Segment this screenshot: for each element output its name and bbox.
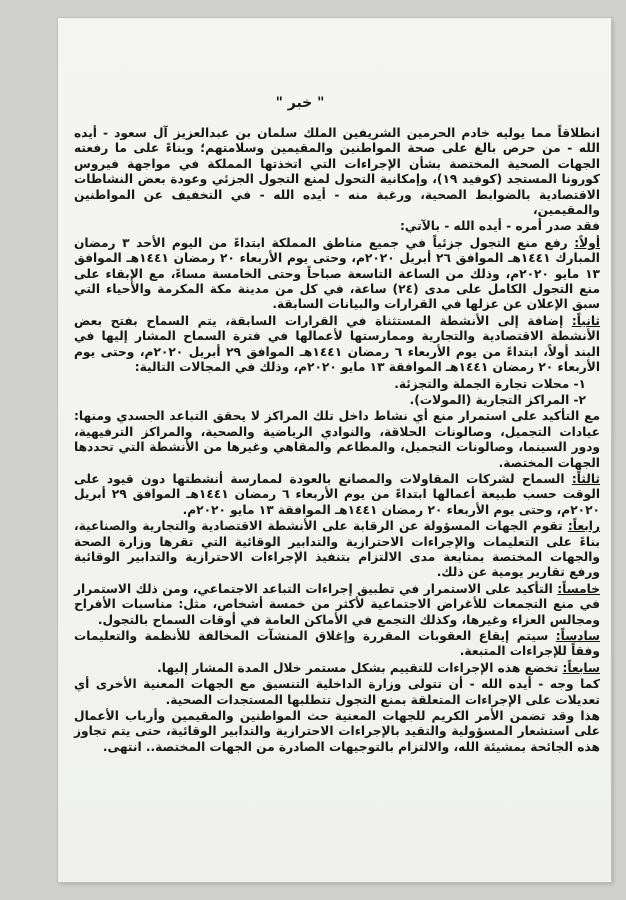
item-6-label: سادساً:	[555, 629, 601, 643]
item-4	[74, 519, 600, 581]
item-3-text: السماح لشركات المقاولات والمصانع بالعودة لممارسة أنشطتها دون قيود على الوقت حسب طبيعة أعمالها ابتداءً من يوم الأربعاء ٦ رمضان ١٤٤١هـ الموافق ٢٩ أبريل ٢٠٢٠م، وحتى يوم الأربعاء ٢٠ رمضان ١٤٤١هـ الموافقة ١٣ مايو ٢٠٢٠م.	[74, 471, 601, 517]
item-2-tail: مع التأكيد على استمرار منع أي نشاط داخل تلك المراكز لا يحقق التباعد الجسدي ومنها: عيادات التجميل، وصالونات الحلاقة، والنوادي الرياضية والصحية، والمراكز الترفيهية، ودور السينما، وصالونات التجميل، والمطاعم والمقاهي وغيرها من الأنشطة التي تحددها الجهات المختصة.	[74, 409, 600, 470]
item-1-label: أولاً:	[574, 235, 600, 250]
item-5	[74, 582, 600, 628]
closing-paragraph-2: هذا وقد تضمن الأمر الكريم للجهات المعنية حث المواطنين والمقيمين وأرباب الأعمال على استشعار المسؤولية والتقيد بالإجراءات الاحترازية والتدابير الوقائية، حتى يتم تجاوز هذه الجائحة بمشيئة الله، والالتزام بالتوجيهات الصادرة من الجهات المختصة.. انتهى.	[74, 709, 600, 754]
item-7	[74, 661, 600, 676]
item-7-label: سابعاً:	[562, 660, 600, 675]
item-7-text: تخضع هذه الإجراءات للتقييم بشكل مستمر خلال المدة المشار إليها.	[157, 660, 559, 675]
item-5-text: التأكيد على الاستمرار في تطبيق إجراءات التباعد الاجتماعي، ومن ذلك الاستمرار في منع التجمعات للأغراض الاجتماعية لأكثر من خمسة أشخاص، مثل: مناسبات الأفراح ومجالس العزاء وغيرها، وكذلك التجمع في الأماكن العامة في أوقات السماح بالتجول.	[74, 581, 600, 627]
item-2-sub-2: ٢- المراكز التجارية (المولات).	[409, 392, 586, 407]
item-6-text: سيتم إيقاع العقوبات المقررة وإغلاق المنشآت المخالفة للأنظمة والتعليمات وفقاً للإجراءات المتبعة.	[74, 629, 600, 659]
document-title: " خبر "	[275, 95, 325, 111]
item-1	[74, 236, 600, 313]
item-2-label: ثانياً:	[571, 313, 600, 328]
item-2-sub-1: ١- محلات تجارة الجملة والتجزئة.	[394, 376, 586, 391]
item-3-label: ثالثاً:	[571, 471, 600, 486]
intro-paragraph: انطلاقاً مما يوليه خادم الحرمين الشريفين الملك سلمان بن عبدالعزيز آل سعود - أيده الله - من حرص بالغ على صحة المواطنين والمقيمين وسلامتهم؛ وبناءً على ما رفعته الجهات الصحية المختصة بشأن الإجراءات التي اتخذتها المملكة في مواجهة فيروس كورونا المستجد (كوفيد ١٩)، وإمكانية التحول لمنع التجول الجزئي وعودة بعض النشاطات الاقتصادية بالضوابط الصحية، ورغبة منه - أيده الله - في التخفيف عن المواطنين والمقيمين،	[74, 126, 600, 218]
item-2-text: إضافة إلى الأنشطة المستثناة في القرارات السابقة، يتم السماح بفتح بعض الأنشطة الاقتصادية والتجارية وممارستها لأعمالها في فترة السماح المشار إليها في البند أولاً، ابتداءً من يوم الأربعاء ٦ رمضان ١٤٤١هـ الموافق ٢٩ أبريل ٢٠٢٠م، وحتى يوم الأربعاء ٢٠ رمضان ١٤٤١هـ الموافقة ١٣ مايو ٢٠٢٠م، وذلك في المجالات التالية:	[74, 313, 600, 375]
decree-line: فقد صدر أمره - أيده الله - بالآتي:	[399, 219, 600, 234]
item-3	[74, 472, 600, 518]
document-body	[74, 126, 600, 756]
item-4-text: تقوم الجهات المسؤولة عن الرقابة على الأنشطة الاقتصادية والتجارية والصناعية، بناءً على التعليمات والإجراءات الاحترازية والتدابير الوقائية التي تقرها وزارة الصحة والجهات المختصة بمتابعة مدى الالتزام بتنفيذ الإجراءات الاحترازية والتدابير الوقائية ورفع تقارير يومية عن ذلك.	[74, 519, 600, 580]
item-2	[74, 314, 600, 376]
item-6	[74, 629, 600, 660]
item-1-text: رفع منع التجول جزئياً في جميع مناطق المملكة ابتداءً من اليوم الأحد ٣ رمضان المبارك ١٤٤١هـ الموافق ٢٦ أبريل ٢٠٢٠م، وحتى يوم الأربعاء ٢٠ رمضان ١٤٤١هـ الموافق ١٣ مايو ٢٠٢٠م، وذلك من الساعة التاسعة صباحاً وحتى الخامسة مساءً، مع الإبقاء على منع التجول الكامل على مدى (٢٤) ساعة، في كل من مدينة مكة المكرمة والأحياء التي سبق الإعلان عن عزلها في القرارات والبيانات السابقة.	[74, 235, 600, 312]
item-5-label: خامساً:	[557, 581, 601, 596]
item-4-label: رابعاً:	[567, 519, 600, 534]
closing-paragraph-1: كما وجه - أيده الله - أن تتولى وزارة الداخلية التنسيق مع الجهات المعنية الأخرى أي تعديلات على الإجراءات المتعلقة بمنع التجول تتطلبها المستجدات الصحية.	[74, 677, 600, 707]
